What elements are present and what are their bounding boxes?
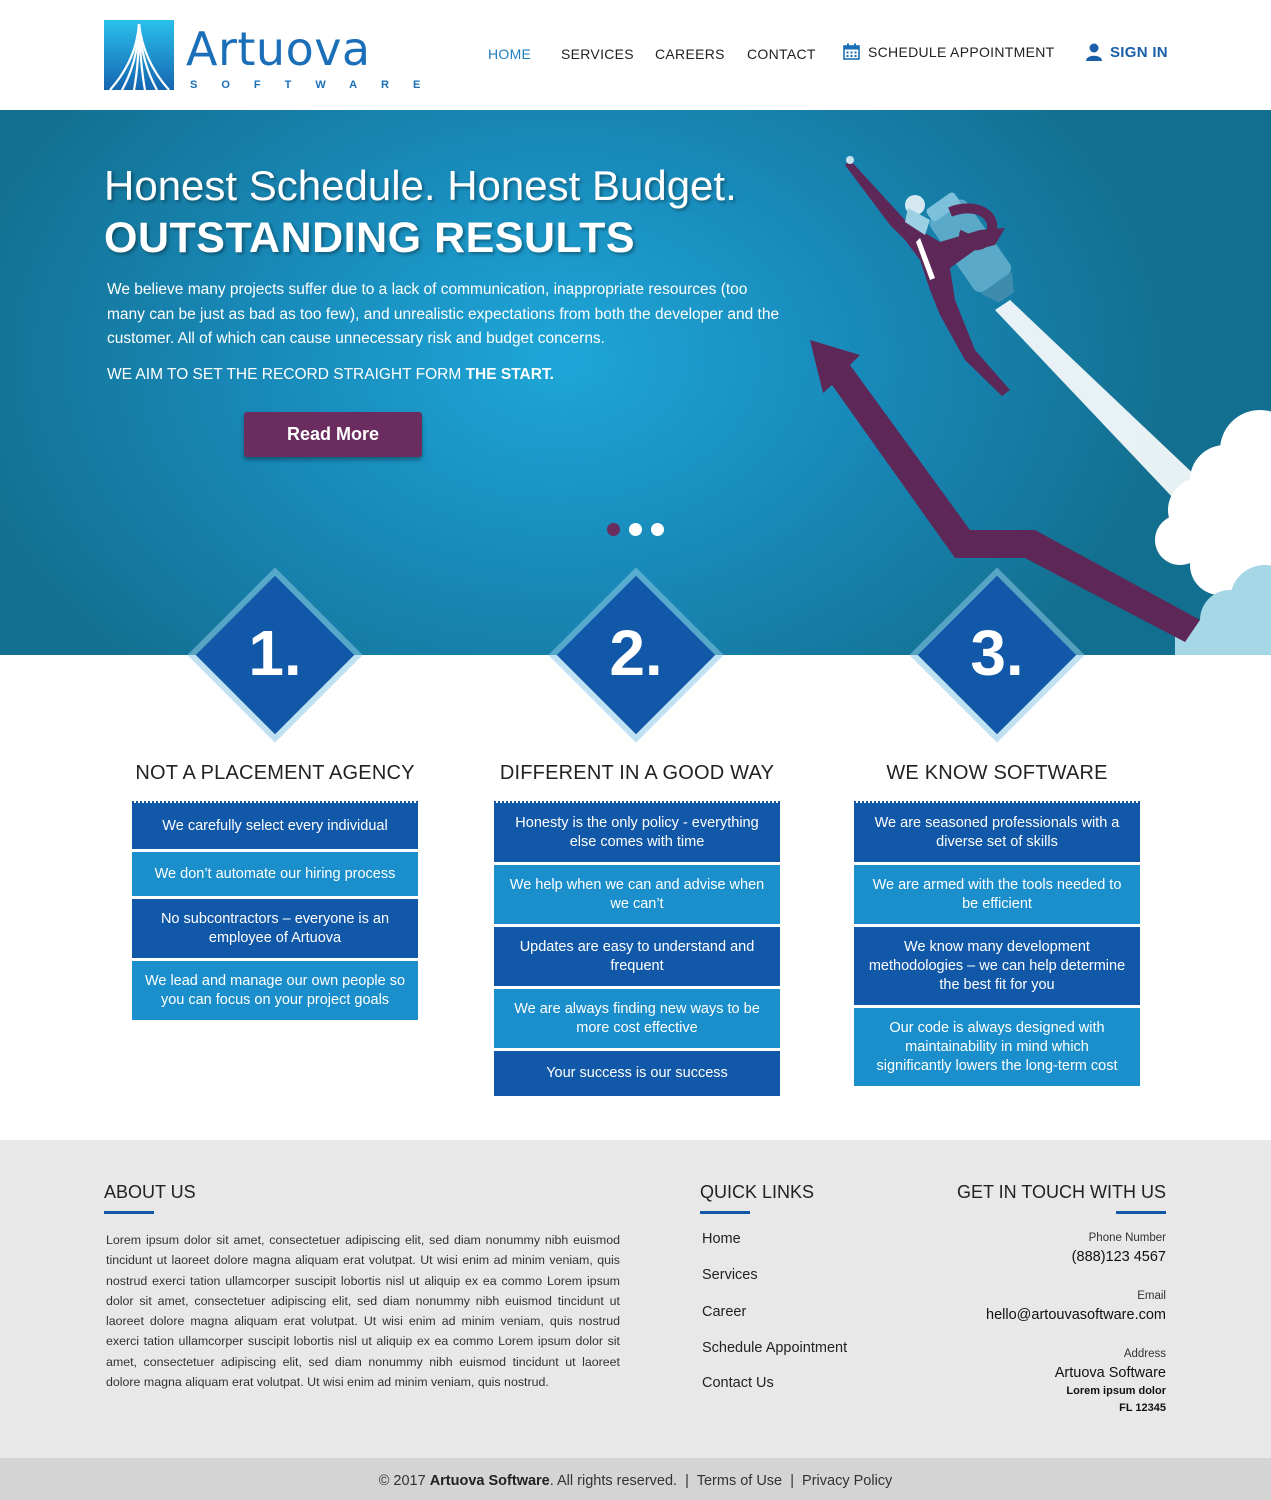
nav-sign-in[interactable] [1086,44,1168,61]
user-icon [1086,43,1102,61]
address-name: Artuova Software [1054,1365,1166,1381]
about-text: Lorem ipsum dolor sit amet, consectetuer adipiscing elit, sed diam nonummy nibh euismod tincidunt ut laoreet dolore magna aliquam erat volutpat. Ut wisi enim ad minim veniam, quis nostrud exerci tation ullamcorper suscipit lobortis nisl ut aliquip ex ea commo Lorem ipsum dolor sit amet, consectetuer adipiscing elit, sed diam nonummy nibh euismod tincidunt ut laoreet dolore magna aliquam erat volutpat. Ut wisi enim ad minim veniam, quis nostrud exerci tation ullamcorper suscipit lobortis nisl ut aliquip ex ea commo Lorem ipsum dolor sit amet, consectetuer adipiscing elit, sed diam nonummy nibh euismod tincidunt ut laoreet dolore magna aliquam erat volutpat. Ut wisi enim ad minim veniam, quis nostrud. [106,1233,620,1390]
hero-subheadline: OUTSTANDING RESULTS [104,214,636,262]
privacy-link[interactable]: Privacy Policy [802,1473,893,1489]
list-item: We are armed with the tools needed to be efficient [854,865,1140,924]
nav-careers[interactable]: CAREERS [655,46,725,62]
logo-mark-icon [104,20,174,90]
quick-links-underline [700,1211,750,1214]
hero-aim-prefix: WE AIM TO SET THE RECORD STRAIGHT FORM [107,366,466,383]
nav-schedule-label: SCHEDULE APPOINTMENT [868,44,1055,60]
feature-1-list [132,801,418,1023]
separator: | [790,1473,794,1489]
footer-link-career[interactable]: Career [702,1304,747,1320]
list-item: We lead and manage our own people so you can focus on your project goals [132,961,418,1020]
nav-contact[interactable]: CONTACT [747,46,816,62]
feature-1-number: 1. [248,617,302,689]
footer-link-contact[interactable]: Contact Us [702,1375,774,1391]
feature-2-badge [548,567,724,743]
list-item: We carefully select every individual [132,803,418,849]
feature-2-number: 2. [609,617,663,689]
footer-link-services[interactable]: Services [702,1267,758,1283]
about-title: ABOUT US [104,1182,196,1202]
feature-2-list [494,801,780,1099]
brand-logo[interactable] [104,20,445,92]
copyright-prefix: © 2017 [378,1473,430,1489]
about-underline [104,1211,154,1214]
list-item: We are always finding new ways to be more cost effective [494,989,780,1048]
address-line-2: FL 12345 [1119,1402,1166,1414]
slider-dot-1[interactable] [607,523,620,536]
hero-body: We believe many projects suffer due to a lack of communication, inappropriate resources (too many can be just as bad as too few), and unrealistic expectations from both the developer and the customer. All of which can cause unnecessary risk and budget concerns. [107,281,780,347]
hero-aim-bold: THE START. [465,366,554,383]
site-header [0,0,1271,110]
nav-services[interactable]: SERVICES [561,46,634,62]
address-label: Address [1123,1348,1166,1360]
list-item: We know many development methodologies – we can help determine the best fit for you [854,927,1140,1005]
list-item: We help when we can and advise when we can’t [494,865,780,924]
email-value[interactable]: hello@artouvasoftware.com [986,1307,1166,1323]
copyright-company: Artuova Software [429,1473,550,1489]
contact-underline [1116,1211,1166,1214]
site-footer [0,1140,1271,1458]
list-item: We are seasoned professionals with a diverse set of skills [854,803,1140,862]
list-item: Your success is our success [494,1051,780,1096]
list-item: Updates are easy to understand and frequent [494,927,780,986]
hero-headline: Honest Schedule. Honest Budget. [104,162,737,209]
slider-dot-2[interactable] [629,523,642,536]
brand-tagline: SOFTWARE [190,79,445,91]
nav-home[interactable]: HOME [488,46,532,62]
feature-3-badge [909,567,1085,743]
separator: | [685,1473,689,1489]
phone-label: Phone Number [1088,1232,1166,1244]
hero-aim [107,366,554,384]
footer-link-schedule[interactable]: Schedule Appointment [702,1340,848,1356]
feature-2-title: DIFFERENT IN A GOOD WAY [499,762,775,784]
list-item: Our code is always designed with maintainability in mind which significantly lowers the long-term cost [854,1008,1140,1086]
list-item: Honesty is the only policy - everything else comes with time [494,803,780,862]
feature-3-number: 3. [970,617,1024,689]
slider-dot-3[interactable] [651,523,664,536]
feature-1-badge [187,567,363,743]
footer-link-home[interactable]: Home [702,1231,741,1247]
brand-name: Artuova [186,22,371,76]
list-item: No subcontractors – everyone is an employee of Artuova [132,899,418,958]
list-item: We don’t automate our hiring process [132,852,418,896]
phone-value[interactable]: (888)123 4567 [1071,1249,1166,1265]
nav-schedule-appointment[interactable] [843,44,1054,60]
copyright-bar [0,1458,1271,1500]
copyright-suffix: . All rights reserved. [549,1473,678,1489]
quick-links-title: QUICK LINKS [700,1182,815,1202]
feature-3-list [854,801,1140,1089]
feature-3-title: WE KNOW SOFTWARE [886,762,1108,784]
feature-1-title: NOT A PLACEMENT AGENCY [135,762,415,784]
nav-sign-in-label: SIGN IN [1110,44,1168,61]
calendar-icon [843,43,860,60]
email-label: Email [1137,1290,1166,1302]
address-line-1: Lorem ipsum dolor [1066,1385,1166,1397]
terms-link[interactable]: Terms of Use [696,1473,783,1489]
contact-title: GET IN TOUCH WITH US [956,1182,1166,1202]
copyright-text [0,1473,1271,1489]
read-more-button[interactable]: Read More [244,412,422,457]
